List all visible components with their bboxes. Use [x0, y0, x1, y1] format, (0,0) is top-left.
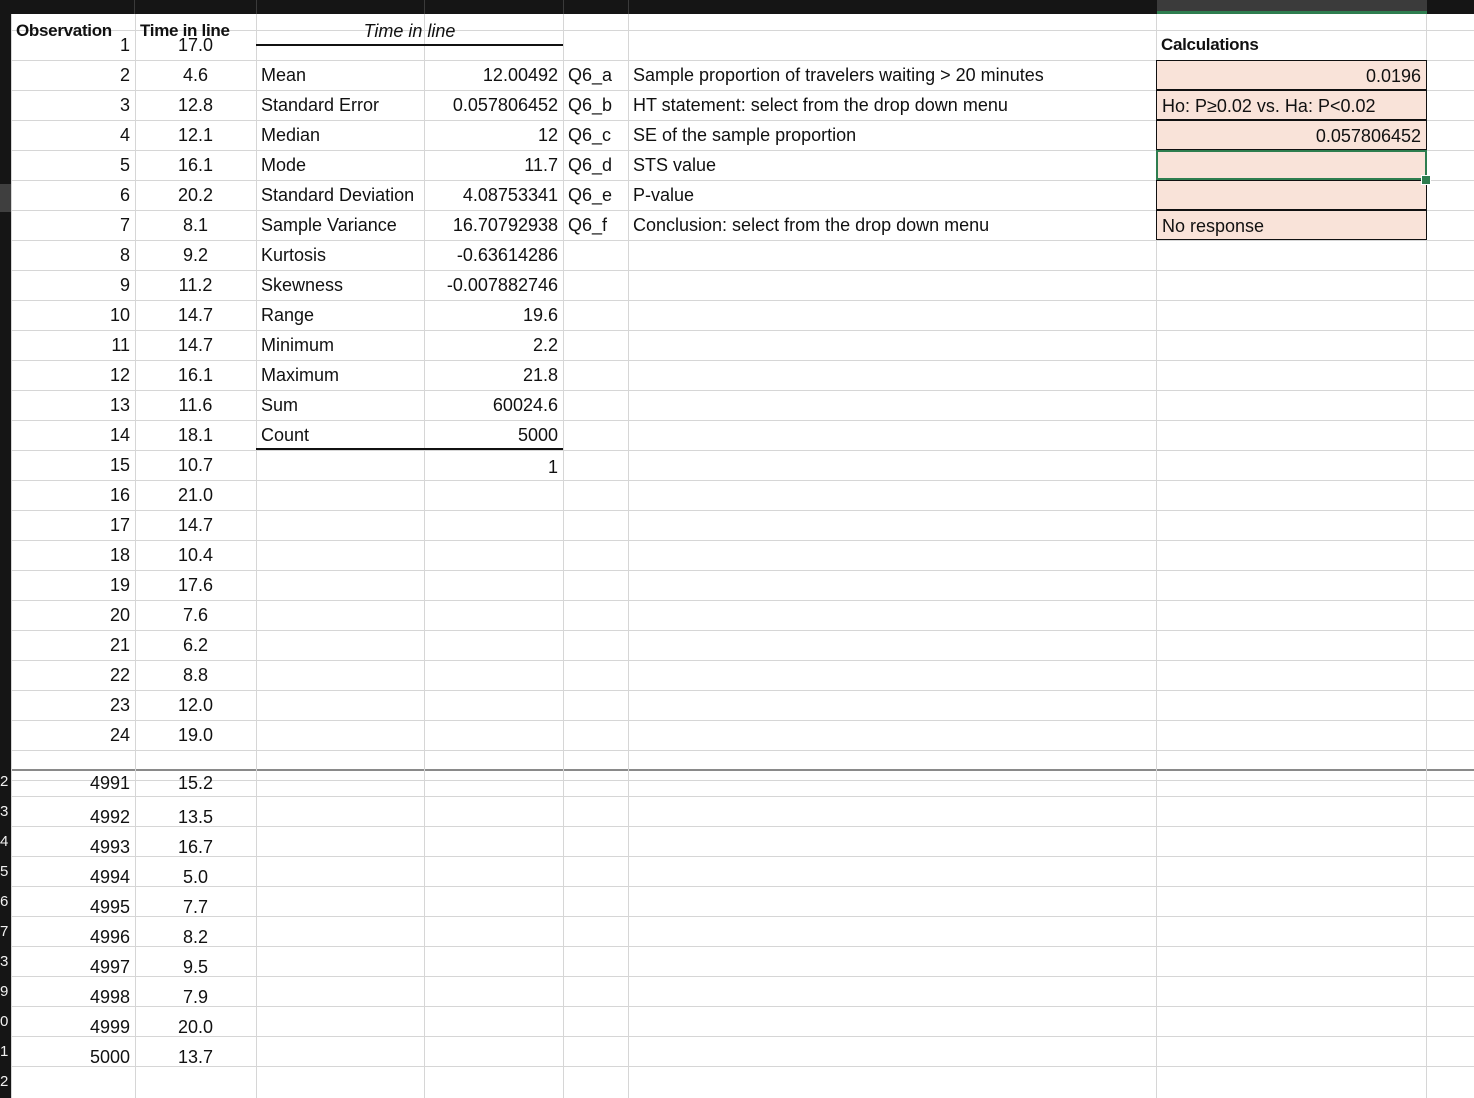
stat-label[interactable]: Standard Deviation — [261, 185, 415, 205]
observation-cell[interactable]: 4998 — [89, 987, 130, 1007]
time-cell[interactable]: 18.1 — [177, 425, 214, 445]
question-text[interactable]: SE of the sample proportion — [633, 125, 857, 145]
observation-cell[interactable]: 7 — [119, 215, 130, 235]
stat-label[interactable]: Kurtosis — [261, 245, 327, 265]
answer-cell-q6_e[interactable] — [1156, 180, 1427, 210]
question-code[interactable]: Q6_f — [568, 215, 608, 235]
row-number[interactable]: 7 — [0, 923, 9, 940]
stat-label[interactable]: Mean — [261, 65, 307, 85]
time-cell[interactable]: 10.7 — [177, 455, 214, 475]
column-header-bar — [0, 0, 1474, 14]
time-cell[interactable]: 17.6 — [177, 575, 214, 595]
row-number[interactable]: 3 — [0, 953, 9, 970]
row-number[interactable]: 4 — [0, 833, 9, 850]
question-text[interactable]: P-value — [633, 185, 695, 205]
time-cell[interactable]: 11.6 — [178, 395, 213, 415]
stat-value[interactable]: 0.057806452 — [452, 95, 558, 115]
observation-cell[interactable]: 4996 — [89, 927, 130, 947]
answer-cell-q6_d[interactable] — [1156, 150, 1427, 180]
observation-cell[interactable]: 4993 — [89, 837, 130, 857]
stat-label[interactable]: Sum — [261, 395, 299, 415]
observation-cell[interactable]: 17 — [109, 515, 130, 535]
observation-cell[interactable]: 15 — [109, 455, 130, 475]
column-header[interactable] — [257, 0, 425, 14]
stat-label[interactable]: Maximum — [261, 365, 340, 385]
observation-cell[interactable]: 4994 — [89, 867, 130, 887]
time-cell[interactable]: 6.2 — [182, 635, 209, 655]
observation-cell[interactable]: 4991 — [89, 773, 130, 793]
answer-cell-q6_a[interactable]: 0.0196 — [1156, 60, 1427, 90]
observation-cell[interactable]: 23 — [109, 695, 130, 715]
observation-cell[interactable]: 13 — [109, 395, 130, 415]
time-cell[interactable]: 7.6 — [182, 605, 209, 625]
extra-value-cell[interactable]: 1 — [547, 457, 558, 477]
stat-value[interactable]: 16.70792938 — [452, 215, 558, 235]
time-cell[interactable]: 21.0 — [177, 485, 214, 505]
row-number[interactable]: 2 — [0, 1073, 9, 1090]
stat-label[interactable]: Count — [261, 425, 310, 445]
time-cell[interactable]: 7.9 — [182, 987, 209, 1007]
time-cell[interactable]: 20.0 — [177, 1017, 214, 1037]
selected-column-header[interactable] — [1157, 0, 1427, 14]
stat-value[interactable]: 12 — [537, 125, 558, 145]
question-code[interactable]: Q6_b — [568, 95, 613, 115]
time-cell[interactable]: 8.2 — [182, 927, 209, 947]
row-number[interactable]: 5 — [0, 863, 9, 880]
answer-cell-q6_c[interactable]: 0.057806452 — [1156, 120, 1427, 150]
time-cell[interactable]: 12.0 — [177, 695, 214, 715]
time-cell[interactable]: 16.7 — [177, 837, 214, 857]
row-number[interactable]: 6 — [0, 893, 9, 910]
stat-value[interactable]: 21.8 — [522, 365, 558, 385]
time-cell[interactable]: 14.7 — [177, 515, 214, 535]
observation-cell[interactable]: 24 — [109, 725, 130, 745]
time-cell[interactable]: 14.7 — [177, 335, 214, 355]
time-cell[interactable]: 9.2 — [182, 245, 209, 265]
stats-title-border — [256, 44, 563, 46]
time-cell[interactable]: 13.7 — [177, 1047, 214, 1067]
column-header[interactable] — [135, 0, 257, 14]
question-text[interactable]: Conclusion: select from the drop down menu — [633, 215, 990, 235]
stat-value[interactable]: 2.2 — [532, 335, 558, 355]
observation-cell[interactable]: 12 — [109, 365, 130, 385]
time-cell[interactable]: 8.8 — [182, 665, 209, 685]
observation-cell[interactable]: 18 — [109, 545, 130, 565]
selected-row-header[interactable] — [0, 184, 11, 212]
column-header[interactable] — [0, 0, 135, 14]
observation-cell[interactable]: 4 — [119, 125, 130, 145]
question-code[interactable]: Q6_d — [568, 155, 613, 175]
answer-cell-q6_b[interactable]: Ho: P≥0.02 vs. Ha: P<0.02 — [1156, 90, 1427, 120]
calculations-header[interactable]: Calculations — [1161, 35, 1259, 54]
time-cell[interactable]: 7.7 — [182, 897, 209, 917]
stat-label[interactable]: Skewness — [261, 275, 344, 295]
column-header[interactable] — [425, 0, 564, 14]
time-cell[interactable]: 15.2 — [177, 773, 214, 793]
stats-title[interactable]: Time in line — [363, 21, 456, 41]
observation-cell[interactable]: 5000 — [89, 1047, 130, 1067]
stat-label[interactable]: Standard Error — [261, 95, 380, 115]
row-number[interactable]: 1 — [0, 1043, 9, 1060]
observation-cell[interactable]: 4997 — [89, 957, 130, 977]
row-number[interactable]: 3 — [0, 803, 9, 820]
column-header[interactable] — [564, 0, 629, 14]
question-code[interactable]: Q6_a — [568, 65, 613, 85]
answer-cell-q6_f[interactable]: No response — [1156, 210, 1427, 240]
question-text[interactable]: HT statement: select from the drop down menu — [633, 95, 1008, 115]
stat-label[interactable]: Median — [261, 125, 321, 145]
stat-value[interactable]: 4.08753341 — [462, 185, 558, 205]
observation-cell[interactable]: 22 — [109, 665, 130, 685]
stat-value[interactable]: -0.63614286 — [456, 245, 558, 265]
observation-cell[interactable]: 20 — [109, 605, 130, 625]
time-cell[interactable]: 12.8 — [177, 95, 214, 115]
stat-value[interactable]: 60024.6 — [492, 395, 558, 415]
observation-cell[interactable]: 3 — [119, 95, 130, 115]
fill-handle[interactable] — [1421, 175, 1431, 185]
observation-cell[interactable]: 2 — [119, 65, 130, 85]
time-cell[interactable]: 16.1 — [177, 155, 214, 175]
spreadsheet-grid[interactable] — [11, 14, 1474, 1098]
row-number[interactable]: 2 — [0, 773, 9, 790]
observation-cell[interactable]: 16 — [109, 485, 130, 505]
question-code[interactable]: Q6_c — [568, 125, 612, 145]
time-cell[interactable]: 14.7 — [177, 305, 214, 325]
observation-cell[interactable]: 4995 — [89, 897, 130, 917]
stat-label[interactable]: Range — [261, 305, 315, 325]
stat-value[interactable]: -0.007882746 — [446, 275, 558, 295]
time-cell[interactable]: 4.6 — [182, 65, 209, 85]
time-cell[interactable]: 20.2 — [177, 185, 214, 205]
time-cell[interactable]: 17.0 — [177, 35, 214, 55]
observation-cell[interactable]: 1 — [119, 35, 130, 55]
stat-value[interactable]: 5000 — [517, 425, 558, 445]
time-cell[interactable]: 19.0 — [177, 725, 214, 745]
time-cell[interactable]: 12.1 — [177, 125, 214, 145]
observation-cell[interactable]: 8 — [119, 245, 130, 265]
observation-header[interactable]: Observation — [16, 21, 112, 40]
observation-cell[interactable]: 11 — [111, 335, 130, 355]
stat-value[interactable]: 19.6 — [522, 305, 558, 325]
observation-cell[interactable]: 14 — [109, 425, 130, 445]
stat-value[interactable]: 12.00492 — [482, 65, 558, 85]
stat-label[interactable]: Minimum — [261, 335, 335, 355]
observation-cell[interactable]: 10 — [109, 305, 130, 325]
observation-cell[interactable]: 6 — [119, 185, 130, 205]
time-cell[interactable]: 13.5 — [177, 807, 214, 827]
time-cell[interactable]: 16.1 — [177, 365, 214, 385]
observation-cell[interactable]: 19 — [109, 575, 130, 595]
observation-cell[interactable]: 4992 — [89, 807, 130, 827]
row-gridline — [11, 750, 1474, 751]
observation-cell[interactable]: 9 — [119, 275, 130, 295]
time-cell[interactable]: 5.0 — [182, 867, 209, 887]
time-in-line-header[interactable]: Time in line — [140, 21, 230, 40]
row-number[interactable]: 9 — [0, 983, 9, 1000]
stat-label[interactable]: Mode — [261, 155, 307, 175]
question-text[interactable]: Sample proportion of travelers waiting > 20 minutes — [633, 65, 1044, 85]
stat-value[interactable]: 11.7 — [524, 155, 558, 175]
time-cell[interactable]: 8.1 — [182, 215, 209, 235]
observation-cell[interactable]: 5 — [119, 155, 130, 175]
stats-bottom-border — [256, 448, 563, 450]
stat-label[interactable]: Sample Variance — [261, 215, 397, 235]
time-cell[interactable]: 10.4 — [177, 545, 214, 565]
observation-cell[interactable]: 21 — [109, 635, 130, 655]
time-cell[interactable]: 9.5 — [182, 957, 209, 977]
row-number[interactable]: 0 — [0, 1013, 9, 1030]
question-code[interactable]: Q6_e — [568, 185, 613, 205]
question-text[interactable]: STS value — [633, 155, 717, 175]
observation-cell[interactable]: 4999 — [89, 1017, 130, 1037]
time-cell[interactable]: 11.2 — [178, 275, 213, 295]
